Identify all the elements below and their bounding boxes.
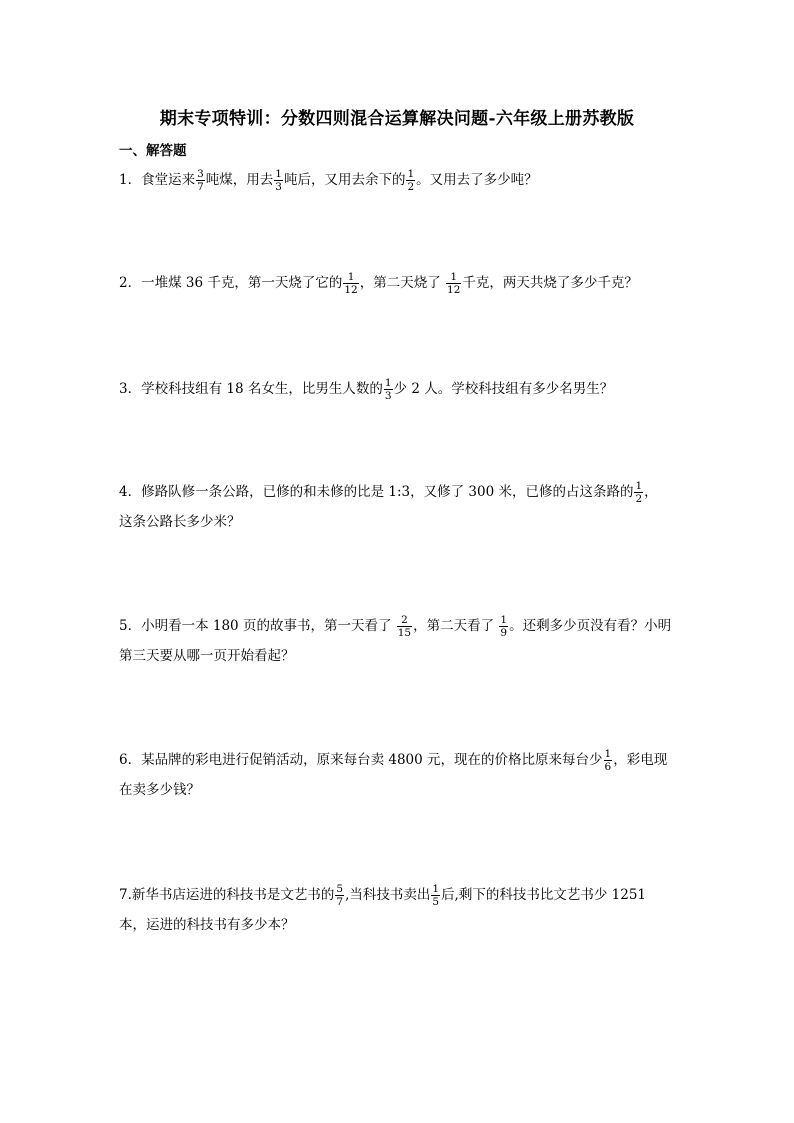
fraction (384, 377, 393, 402)
fraction-numerator: 1 (635, 480, 643, 492)
fraction-numerator: 1 (384, 377, 392, 389)
question-line (119, 477, 699, 507)
fraction-numerator: 5 (336, 883, 344, 895)
question-text: 吨煤，用去 (205, 172, 274, 188)
question (119, 880, 699, 940)
fraction (397, 614, 412, 639)
question-text: 吨后，又用去余下的 (283, 172, 406, 188)
question (119, 477, 699, 537)
question-text: 1．食堂运来 (119, 172, 196, 188)
question-text: 后,剩下的科技书比文艺书少 1251 (441, 887, 647, 903)
fraction-numerator: 1 (450, 271, 458, 283)
fraction-denominator: 7 (197, 181, 204, 193)
question-text: ，第二天看了 (413, 618, 499, 634)
fraction (343, 271, 358, 296)
question (119, 165, 699, 195)
question-line (119, 611, 699, 641)
fraction-denominator: 15 (397, 627, 412, 639)
question-text: 在卖多少钱？ (119, 782, 200, 798)
question-line (119, 165, 699, 195)
fraction-numerator: 1 (275, 168, 282, 180)
question-text: 3．学校科技组有 18 名女生，比男生人数的 (119, 381, 383, 397)
fraction-denominator: 3 (275, 181, 282, 193)
section-heading: 一、解答题 (119, 143, 187, 159)
fraction-denominator: 9 (500, 627, 508, 639)
question-text: 5．小明看一本 180 页的故事书，第一天看了 (119, 618, 396, 634)
fraction (406, 168, 415, 193)
question-line (119, 880, 699, 910)
fraction-numerator: 3 (197, 168, 204, 180)
fraction-denominator: 2 (407, 181, 415, 193)
question-text: 千克，两天共烧了多少千克？ (462, 275, 638, 291)
fraction-numerator: 1 (604, 748, 612, 760)
fraction (634, 480, 643, 505)
question (119, 374, 699, 404)
fraction-denominator: 3 (384, 390, 392, 402)
fraction-denominator: 12 (344, 284, 358, 296)
question-text: ，第二天烧了 (359, 275, 446, 291)
question-line (119, 374, 699, 404)
fraction (604, 748, 613, 773)
fraction (274, 168, 283, 193)
question-text: 少 2 人。学校科技组有多少名男生？ (393, 381, 614, 397)
fraction-denominator: 7 (336, 896, 344, 908)
question-line (119, 641, 699, 671)
question-text: 。又用去了多少吨？ (416, 172, 538, 188)
question-text: 4．修路队修一条公路，已修的和未修的比是 1:3，又修了 300 米，已修的占这条路的 (119, 484, 634, 500)
fraction-denominator: 2 (635, 493, 643, 505)
question-line (119, 268, 699, 298)
question-line (119, 745, 699, 775)
fraction-numerator: 1 (407, 168, 415, 180)
question-text: 第三天要从哪一页开始看起？ (119, 648, 295, 664)
fraction-numerator: 1 (432, 883, 440, 895)
question-line (119, 507, 699, 537)
question-text: 这条公路长多少米？ (119, 514, 241, 530)
question-text: 7.新华书店运进的科技书是文艺书的 (119, 887, 335, 903)
question (119, 611, 699, 671)
fraction-denominator: 5 (432, 896, 440, 908)
page-title: 期末专项特训：分数四则混合运算解决问题-六年级上册苏教版 (159, 109, 635, 129)
fraction (446, 271, 461, 296)
question-text: 本，运进的科技书有多少本？ (119, 917, 295, 933)
question-text: ，彩电现 (613, 752, 668, 768)
fraction (499, 614, 508, 639)
question (119, 268, 699, 298)
fraction-numerator: 1 (347, 271, 355, 283)
fraction (196, 168, 205, 193)
question-line (119, 910, 699, 940)
fraction-numerator: 2 (401, 614, 408, 626)
question-text: ， (644, 484, 658, 500)
fraction-denominator: 6 (604, 761, 612, 773)
question-text: 6．某品牌的彩电进行促销活动，原来每台卖 4800 元，现在的价格比原来每台少 (119, 752, 603, 768)
fraction (335, 883, 344, 908)
fraction-numerator: 1 (500, 614, 508, 626)
question-text: ,当科技书卖出 (345, 887, 431, 903)
fraction (431, 883, 440, 908)
question (119, 745, 699, 805)
question-text: 。还剩多少页没有看？小明 (509, 618, 672, 634)
question-line (119, 775, 699, 805)
question-text: 2．一堆煤 36 千克，第一天烧了它的 (119, 275, 343, 291)
fraction-denominator: 12 (447, 284, 461, 296)
